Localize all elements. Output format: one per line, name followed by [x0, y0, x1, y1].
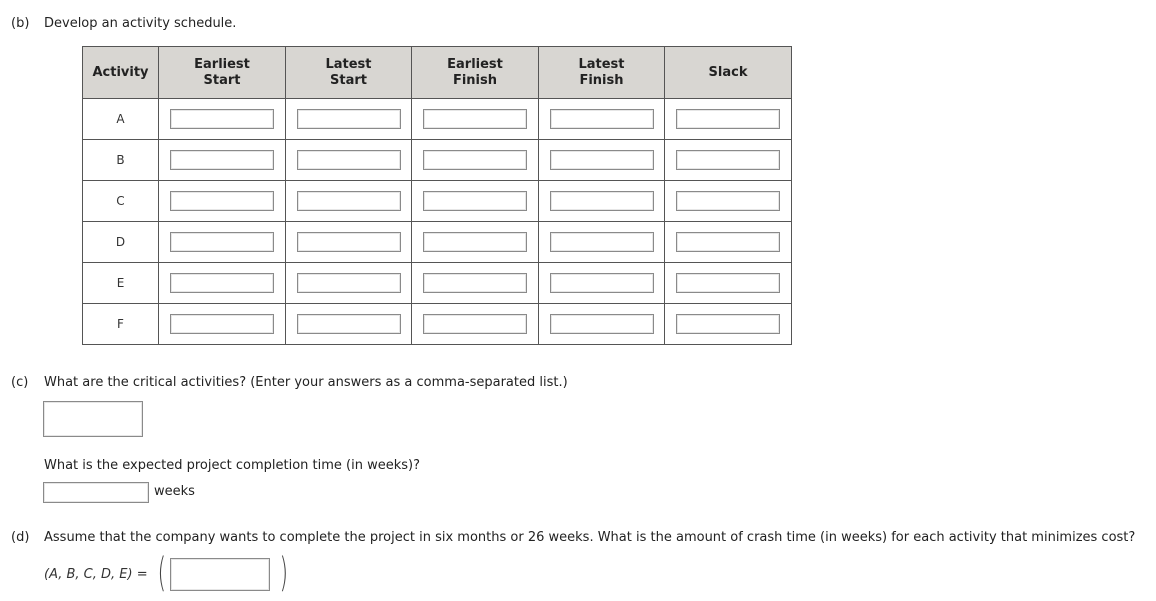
header-activity: Activity: [83, 47, 159, 99]
header-earliest-start: Earliest Start: [159, 47, 286, 99]
latest-start-input[interactable]: [297, 150, 401, 170]
part-d-label: (d): [11, 530, 30, 545]
close-paren: ): [279, 550, 289, 596]
latest-finish-input[interactable]: [550, 273, 654, 293]
slack-input[interactable]: [676, 109, 780, 129]
table-row: [83, 263, 792, 304]
slack-input[interactable]: [676, 191, 780, 211]
latest-start-input[interactable]: [297, 273, 401, 293]
part-b-label: (b): [11, 16, 30, 31]
critical-activities-input[interactable]: [43, 401, 143, 437]
earliest-start-input[interactable]: [170, 109, 274, 129]
table-row: [83, 140, 792, 181]
latest-finish-input[interactable]: [550, 232, 654, 252]
earliest-finish-input[interactable]: [423, 109, 527, 129]
part-b-question: Develop an activity schedule.: [44, 16, 237, 31]
earliest-start-input[interactable]: [170, 150, 274, 170]
table-row: [83, 222, 792, 263]
header-latest-finish: Latest Finish: [539, 47, 665, 99]
crash-vector-label: (A, B, C, D, E) =: [44, 567, 148, 582]
earliest-start-input[interactable]: [170, 314, 274, 334]
latest-finish-input[interactable]: [550, 109, 654, 129]
activity-label: B: [83, 140, 159, 181]
slack-input[interactable]: [676, 273, 780, 293]
activity-label: A: [83, 99, 159, 140]
completion-time-question: What is the expected project completion time (in weeks)?: [44, 458, 420, 473]
activity-schedule-table: [82, 46, 792, 345]
earliest-start-input[interactable]: [170, 273, 274, 293]
crash-time-input[interactable]: [170, 558, 270, 591]
earliest-start-input[interactable]: [170, 232, 274, 252]
completion-time-input[interactable]: [43, 482, 149, 503]
part-c-question: What are the critical activities? (Enter your answers as a comma-separated list.): [44, 375, 568, 390]
latest-finish-input[interactable]: [550, 314, 654, 334]
activity-label: D: [83, 222, 159, 263]
latest-start-input[interactable]: [297, 232, 401, 252]
earliest-finish-input[interactable]: [423, 314, 527, 334]
completion-unit-label: weeks: [154, 484, 195, 499]
table-row: [83, 99, 792, 140]
slack-input[interactable]: [676, 314, 780, 334]
table-row: [83, 304, 792, 345]
header-earliest-finish: Earliest Finish: [412, 47, 539, 99]
open-paren: (: [157, 550, 167, 596]
activity-label: F: [83, 304, 159, 345]
header-slack: Slack: [665, 47, 792, 99]
activity-label: C: [83, 181, 159, 222]
table-header-row: [83, 47, 792, 99]
latest-finish-input[interactable]: [550, 191, 654, 211]
earliest-finish-input[interactable]: [423, 232, 527, 252]
table-row: [83, 181, 792, 222]
activity-label: E: [83, 263, 159, 304]
earliest-finish-input[interactable]: [423, 191, 527, 211]
earliest-finish-input[interactable]: [423, 273, 527, 293]
header-latest-start: Latest Start: [286, 47, 412, 99]
latest-finish-input[interactable]: [550, 150, 654, 170]
earliest-finish-input[interactable]: [423, 150, 527, 170]
latest-start-input[interactable]: [297, 109, 401, 129]
slack-input[interactable]: [676, 232, 780, 252]
earliest-start-input[interactable]: [170, 191, 274, 211]
part-d-question: Assume that the company wants to complete the project in six months or 26 weeks. What is the amount of crash time (in weeks) for each activity that minimizes cost?: [44, 530, 1136, 545]
part-c-label: (c): [11, 375, 29, 390]
slack-input[interactable]: [676, 150, 780, 170]
latest-start-input[interactable]: [297, 191, 401, 211]
latest-start-input[interactable]: [297, 314, 401, 334]
